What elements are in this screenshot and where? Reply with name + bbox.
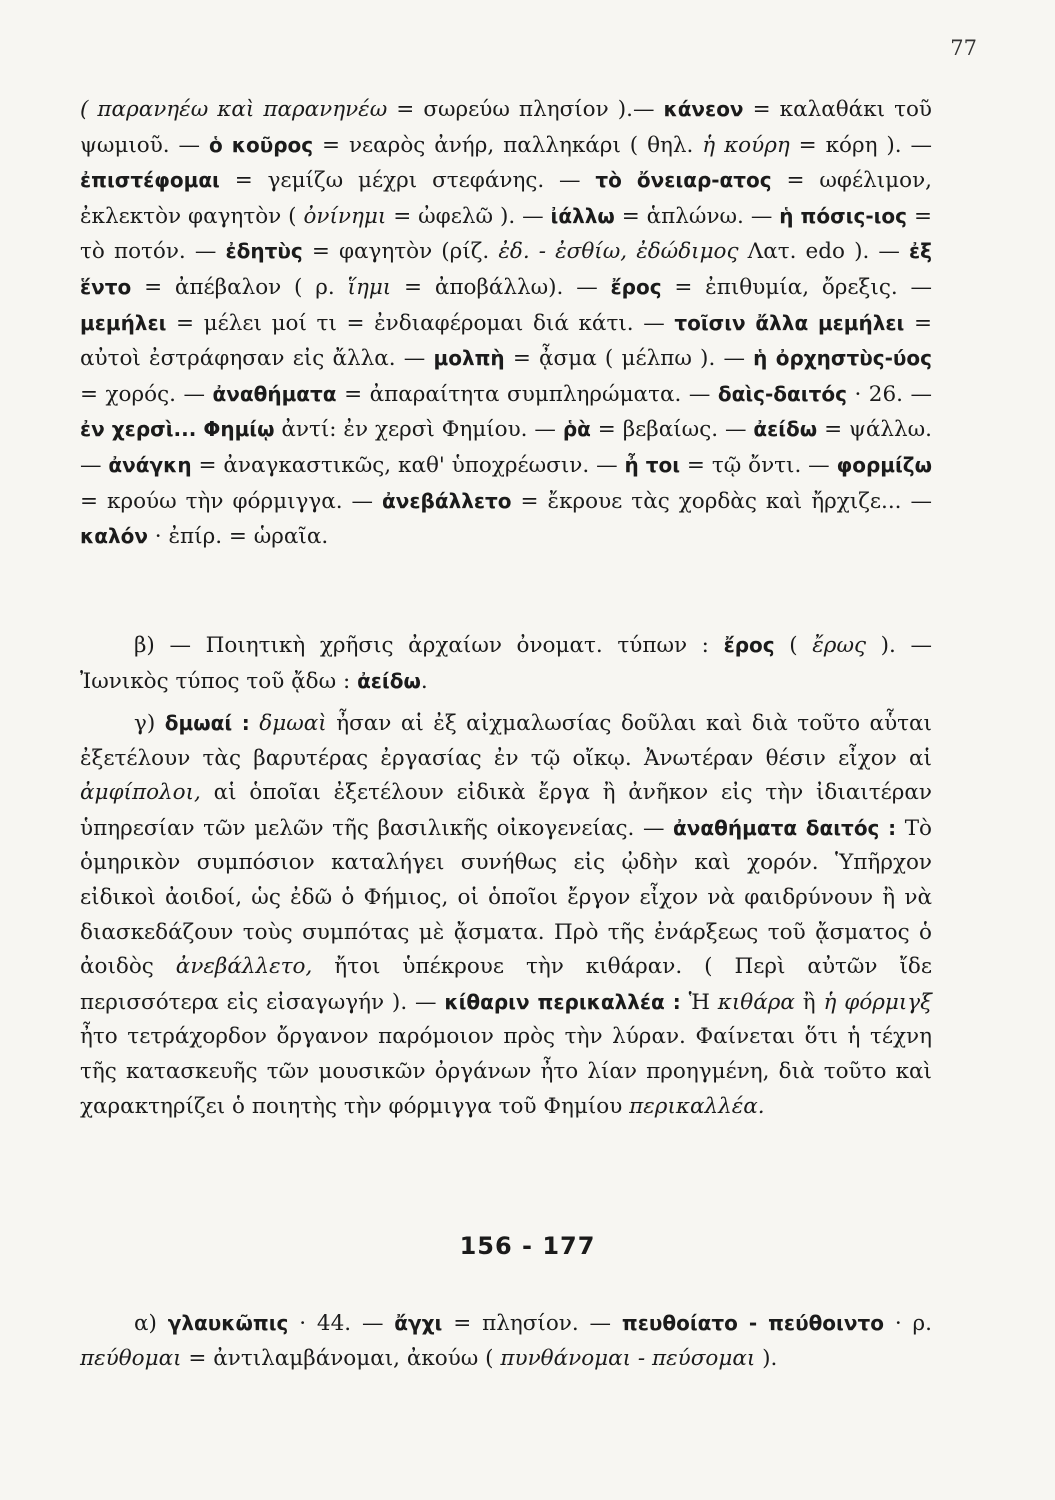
gloss-text: = ἀποβάλλω). —	[391, 274, 611, 300]
gloss-text: ). — Ἰωνικὸς τύπος τοῦ ᾄδω :	[80, 633, 932, 694]
gloss-text: = ἐπιθυμία, ὄρεξις. —	[661, 274, 932, 300]
section-a-text	[80, 1306, 932, 1376]
lemma-term: ὁ κοῦρος	[208, 132, 314, 157]
gloss-text: = κόρη ). —	[789, 132, 933, 158]
italic-form: ἐδ. - ἐσθίω, ἐδώδιμος	[498, 239, 739, 265]
section-b-paragraph	[80, 628, 932, 699]
lemma-term: ἔρος	[610, 274, 662, 299]
gloss-text: = κρούω τὴν φόρμιγγα. —	[80, 488, 383, 514]
lemma-term: ἐν χερσὶ... Φημίῳ	[80, 417, 275, 442]
gloss-text: = νεαρὸς ἀνήρ, παλληκάρι ( θηλ.	[313, 132, 703, 158]
lemma-term: ἀείδω	[357, 668, 421, 693]
gloss-text: αἱ ὁποῖαι ἐξετέλουν εἰδικὰ ἔργα ἢ ἀνῆκον εἰς τὴν ἰδιαιτέραν ὑπηρεσίαν τῶν μελῶν τῆς βασιλικῆς οἰκογενείας. —	[80, 780, 932, 841]
gloss-text: = ἀντιλαμβάνομαι, ἀκούω (	[181, 1345, 501, 1371]
gloss-text: α)	[134, 1311, 168, 1336]
lemma-term: κίθαριν περικαλλέα :	[444, 989, 681, 1014]
gloss-text: ἦτο τετράχορδον ὄργανον παρόμοιον πρὸς τὴν λύραν. Φαίνεται ὅτι ἡ τέχνη τῆς κατασκευῆς τῶν μουσικῶν ὀργάνων ἦτο λίαν προηγμένη, διὰ τοῦτο καὶ χαρακτηρίζει ὁ ποιητὴς τὴν φόρμιγγα τοῦ Φημίου	[80, 1024, 932, 1119]
lemma-term: μολπὴ	[433, 346, 505, 371]
verse-range-heading: 156 - 177	[459, 1232, 596, 1260]
italic-form: ἵημι	[347, 274, 392, 300]
gloss-text: ἀντί: ἐν χερσὶ Φημίου. —	[274, 417, 563, 443]
gloss-text: · ἐπίρ. = ὡραῖα.	[147, 524, 329, 550]
gloss-text: γ)	[134, 711, 165, 736]
italic-form: ( παρανηέω καὶ παρανηνέω	[80, 97, 388, 122]
italic-form: ἔρως	[812, 633, 867, 658]
section-g-text	[80, 706, 932, 1124]
lemma-term: ἰάλλω	[550, 203, 615, 228]
gloss-text: = ἀπέβαλον ( ρ.	[131, 274, 348, 300]
gloss-text: Ἡ	[680, 989, 718, 1015]
lemma-term: ἀνάγκη	[108, 452, 192, 477]
lemma-term: δμωαί :	[164, 711, 250, 735]
gloss-text: = ἔκρουε τὰς χορδὰς καὶ ἤρχιζε... —	[511, 488, 932, 514]
gloss-text: ἦσαν αἱ ἐξ αἰχμαλωσίας δοῦλαι καὶ διὰ τοῦτο αὗται ἐξετέλουν τὰς βαρυτέρας ἐργασίας ἐν τῷ οἴκῳ. Ἀνωτέραν θέσιν εἶχον αἱ	[80, 711, 932, 771]
lemma-term: πευθοίατο - πεύθοιντο	[621, 1311, 884, 1335]
gloss-text: = ψάλλω. —	[80, 417, 932, 478]
lemma-term: ἦ τοι	[624, 452, 681, 477]
gloss-text: = χορός. —	[80, 381, 213, 407]
gloss-text: · 26. —	[846, 381, 932, 407]
gloss-text: = ᾆσμα ( μέλπω ). —	[504, 346, 754, 372]
gloss-text: ἢ	[794, 989, 824, 1015]
lemma-term: καλόν	[80, 524, 148, 549]
lemma-term: ἐδητὺς	[225, 239, 303, 264]
italic-form: ἀνεβάλλετο,	[175, 954, 313, 980]
lemma-term: κάνεον	[663, 97, 744, 121]
gloss-text: = φαγητὸν (ρίζ.	[302, 239, 499, 265]
lemma-term: δαὶς-δαιτός	[717, 381, 847, 406]
gloss-text: Λατ. edo ). —	[738, 239, 910, 265]
italic-form: δμωαὶ	[259, 711, 327, 736]
gloss-text: = γεμίζω μέχρι στεφάνης. —	[219, 168, 596, 194]
gloss-text: = πλησίον. —	[442, 1311, 622, 1336]
gloss-text: = τὸ ποτόν. —	[80, 203, 932, 265]
lemma-term: ἀείδω	[753, 417, 818, 442]
gloss-text: = ἀναγκαστικῶς, καθ' ὑποχρέωσιν. —	[191, 452, 625, 478]
lemma-term: φορμίζω	[836, 452, 932, 477]
gloss-text: (	[774, 633, 813, 658]
gloss-text: · ρ.	[883, 1311, 932, 1336]
lemma-term: ῥὰ	[562, 417, 591, 442]
gloss-text: = αὐτοὶ ἐστράφησαν εἰς ἄλλα. —	[80, 310, 932, 372]
gloss-text: ).	[755, 1345, 778, 1371]
gloss-text: = ὠφελῶ ). —	[386, 203, 551, 229]
italic-form: περικαλλέα.	[629, 1093, 765, 1119]
gloss-text: = ωφέλιμον, ἐκλεκτὸν φαγητὸν (	[80, 168, 933, 229]
glossary-text	[80, 92, 932, 555]
lemma-term: τὸ ὄνειαρ-ατος	[595, 168, 772, 193]
gloss-text: = βεβαίως. —	[590, 417, 754, 443]
lemma-term: ἔρος	[723, 633, 775, 657]
italic-form: ἡ κούρη	[702, 132, 790, 158]
lemma-term: τοῖσιν ἄλλα μεμήλει	[674, 310, 905, 335]
lemma-term: ἄγχι	[394, 1311, 443, 1335]
section-g-paragraph	[80, 706, 932, 1124]
lemma-term: ἀναθήματα	[212, 381, 337, 406]
lemma-term: ἡ πόσις-ιος	[779, 203, 908, 228]
lemma-term: ἐπιστέφομαι	[80, 168, 220, 193]
gloss-text: = σωρεύω πλησίον ).	[387, 97, 633, 122]
section-b-text	[80, 628, 932, 699]
lemma-term: γλαυκῶπις	[167, 1311, 289, 1335]
gloss-text	[250, 711, 260, 736]
gloss-text: .	[420, 668, 428, 694]
italic-form: ἡ φόρμιγξ	[823, 989, 932, 1015]
section-a-paragraph	[80, 1306, 932, 1376]
lemma-term: ἀνεβάλλετο	[382, 488, 512, 513]
italic-form: ὀνίνημι	[303, 203, 387, 229]
page-number: 77	[950, 36, 977, 60]
lemma-term: ἀναθήματα δαιτός :	[673, 815, 897, 840]
lemma-term: μεμήλει	[80, 310, 167, 335]
gloss-text: = ἁπλώνω. —	[614, 203, 780, 229]
gloss-text: = καλαθάκι τοῦ ψωμιοῦ. —	[80, 97, 932, 158]
gloss-text: ἤτοι ὑπέκρουε τὴν κιθάραν. ( Περὶ αὐτῶν ἴδε περισσότερα εἰς εἰσαγωγήν ). —	[80, 954, 932, 1015]
lemma-term: ἡ ὀρχηστὺς-ύος	[753, 346, 933, 371]
glossary-paragraph	[80, 92, 932, 555]
italic-form: ἀμφίπολοι,	[80, 780, 201, 806]
gloss-text: Τὸ ὁμηρικὸν συμπόσιον καταλήγει συνήθως εἰς ᾠδὴν καὶ χορόν. Ὑπῆρχον εἰδικοὶ ἀοιδοί, ὡς ἐδῶ ὁ Φήμιος, οἱ ὁποῖοι ἔργον εἶχον νὰ φαιδρύνουν ἢ νὰ διασκεδάζουν τοὺς συμπότας μὲ ᾄσματα. Πρὸ τῆς ἐνάρξεως τοῦ ᾄσματος ὁ ἀοιδὸς	[80, 815, 932, 980]
italic-form: πυνθάνομαι - πεύσομαι	[500, 1345, 756, 1371]
gloss-text: = μέλει μοί τι = ἐνδιαφέρομαι διά κάτι. —	[166, 310, 675, 336]
gloss-text: = ἀπαραίτητα συμπληρώματα. —	[336, 381, 718, 407]
italic-form: κιθάρα	[717, 989, 795, 1015]
gloss-text: · 44. —	[288, 1311, 395, 1336]
gloss-text: β) — Ποιητικὴ χρῆσις ἀρχαίων ὀνοματ. τύπων :	[134, 633, 724, 658]
gloss-text: —	[632, 97, 664, 122]
gloss-text: = τῷ ὄντι. —	[680, 452, 837, 478]
italic-form: πεύθομαι	[80, 1345, 182, 1371]
lemma-term: ἐξ ἕντο	[80, 239, 932, 299]
